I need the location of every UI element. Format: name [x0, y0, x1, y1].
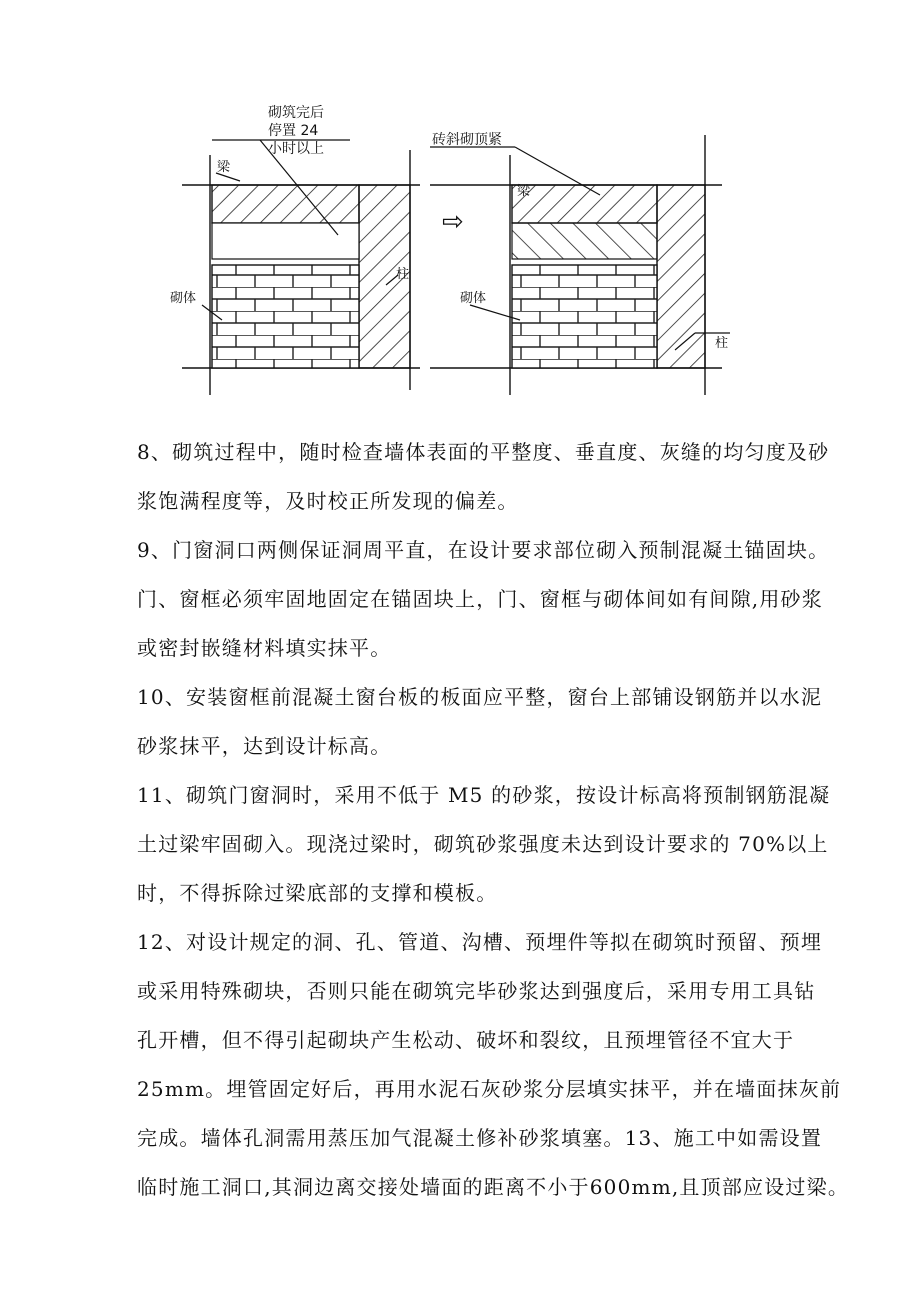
left-masonry-label: 砌体	[170, 291, 197, 306]
text-line: 8、砌筑过程中，随时检查墙体表面的平整度、垂直度、灰缝的均匀度及砂	[137, 440, 830, 464]
text-line: 10、安装窗框前混凝土窗台板的板面应平整，窗台上部铺设钢筋并以水泥	[137, 685, 823, 709]
paragraph-10	[137, 673, 823, 771]
text-line: 或密封嵌缝材料填实抹平。	[137, 636, 392, 660]
right-column-label: 柱	[715, 336, 729, 351]
transition-arrow: ⇨	[442, 207, 464, 237]
text-line: 土过梁牢固砌入。现浇过梁时，砌筑砂浆强度未达到设计要求的 70%以上	[137, 832, 829, 856]
text-line: 时，不得拆除过梁底部的支撑和模板。	[137, 881, 498, 905]
left-diagram	[170, 104, 420, 395]
right-diagram	[430, 131, 730, 395]
beam	[212, 185, 359, 223]
text-line: 12、对设计规定的洞、孔、管道、沟槽、预埋件等拟在砌筑时预留、预埋	[137, 930, 823, 954]
text-line: 临时施工洞口,其洞边离交接处墙面的距离不小于600mm,且顶部应设过梁。	[137, 1175, 850, 1199]
text-line: 孔开槽，但不得引起砌块产生松动、破坏和裂纹，且预埋管径不宜大于	[137, 1028, 795, 1052]
diagonal-brick-row	[512, 223, 657, 259]
masonry-diagram	[150, 95, 790, 415]
gap	[212, 223, 359, 259]
left-beam-label: 梁	[217, 160, 231, 175]
text-line: 25mm。埋管固定好后，再用水泥石灰砂浆分层填实抹平，并在墙面抹灰前	[137, 1077, 842, 1101]
text-line: 门、窗框必须牢固地固定在锚固块上，门、窗框与砌体间如有间隙,用砂浆	[137, 587, 823, 611]
paragraph-12	[137, 918, 850, 1212]
text-line: 砂浆抹平，达到设计标高。	[137, 734, 392, 758]
text-line: 浆饱满程度等，及时校正所发现的偏差。	[137, 489, 519, 513]
text-line: 9、门窗洞口两侧保证洞周平直，在设计要求部位砌入预制混凝土锚固块。	[137, 538, 830, 562]
left-note-line1: 砌筑完后	[268, 105, 324, 121]
body-text	[137, 428, 850, 1212]
text-line: 完成。墙体孔洞需用蒸压加气混凝土修补砂浆填塞。13、施工中如需设置	[137, 1126, 823, 1150]
paragraph-11	[137, 771, 831, 918]
masonry-wall	[512, 265, 657, 368]
right-note-label: 砖斜砌顶紧	[432, 132, 502, 148]
text-line: 11、砌筑门窗洞时，采用不低于 M5 的砂浆，按设计标高将预制钢筋混凝	[137, 783, 831, 807]
left-note-line2: 停置 24	[268, 123, 319, 139]
masonry-wall	[212, 265, 359, 368]
right-beam-label: 梁	[517, 184, 531, 199]
text-line: 或采用特殊砌块，否则只能在砌筑完毕砂浆达到强度后，采用专用工具钻	[137, 979, 816, 1003]
left-note-line3: 小时以上	[268, 141, 324, 157]
right-masonry-label: 砌体	[460, 291, 487, 306]
left-column-label: 柱	[396, 267, 410, 282]
paragraph-8	[137, 428, 830, 526]
beam	[512, 185, 657, 223]
column	[657, 185, 705, 368]
paragraph-9	[137, 526, 830, 673]
